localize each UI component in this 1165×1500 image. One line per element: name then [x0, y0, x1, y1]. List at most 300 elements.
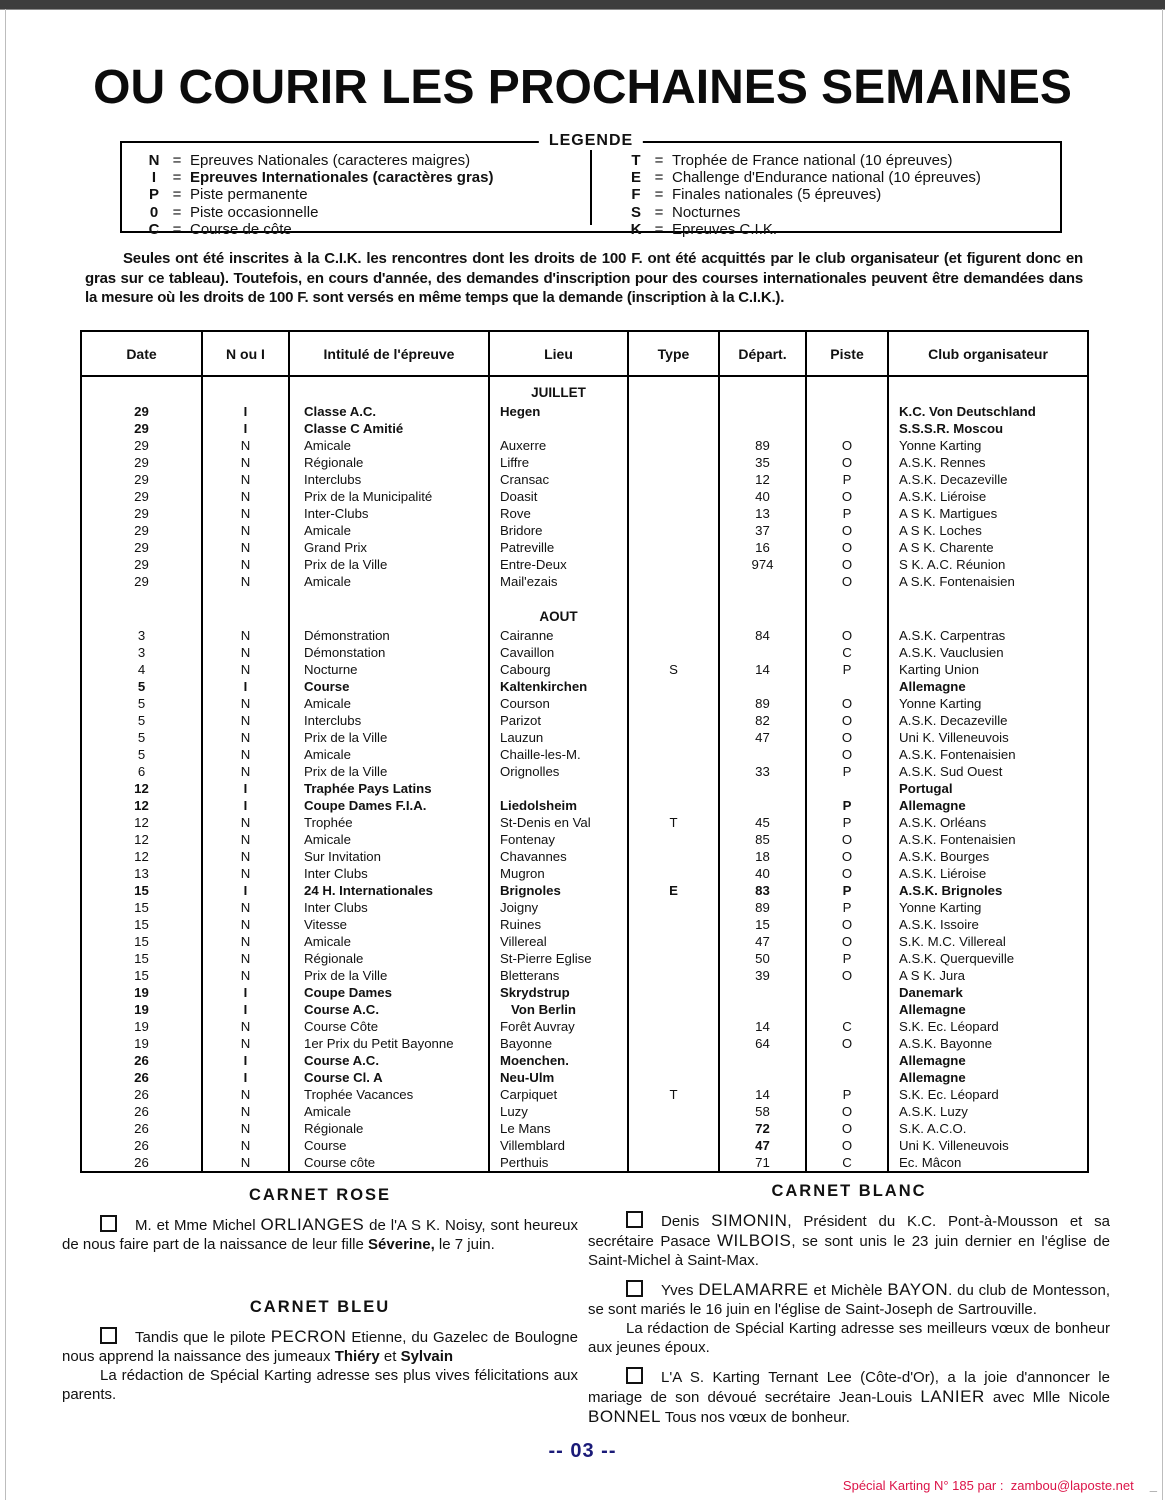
table-section-cell: [720, 377, 807, 403]
table-cell: T: [629, 814, 720, 831]
table-cell: S K. A.C. Réunion: [899, 557, 1006, 572]
carnet-text-segment: . du club de Montesson, se sont mariés le 16 juin en l'église de Saint-Joseph de Sartrouville.: [588, 1282, 1111, 1318]
carnet-text-segment: Tandis que le pilote: [135, 1329, 271, 1346]
table-cell: N: [203, 644, 290, 661]
table-cell: Trophée: [290, 814, 490, 831]
legend-equals: =: [654, 186, 664, 204]
table-header-cell: Départ.: [720, 332, 807, 377]
table-cell: 71: [720, 1154, 807, 1171]
table-cell: N: [203, 1120, 290, 1137]
table-cell: [720, 573, 807, 590]
table-cell: 19: [82, 1018, 203, 1035]
table-header-cell: Intitulé de l'épreuve: [290, 332, 490, 377]
table-cell: A S K. Charente: [899, 540, 994, 555]
table-cell: Prix de la Ville: [290, 556, 490, 573]
table-cell: A.S.K. Liéroise: [899, 489, 987, 504]
table-cell: 12: [82, 797, 203, 814]
table-cell: [720, 797, 807, 814]
table-cell: I: [203, 1001, 290, 1018]
table-cell: Bridore: [490, 522, 629, 539]
table-cell: Régionale: [290, 454, 490, 471]
table-cell: [629, 678, 720, 695]
legend-item: [626, 221, 1060, 238]
table-cell: 58: [720, 1103, 807, 1120]
carnet-paragraph: [62, 1215, 578, 1254]
table-cell: [720, 644, 807, 661]
legend-equals: =: [172, 152, 182, 169]
table-cell: 12: [82, 831, 203, 848]
table-cell: N: [203, 729, 290, 746]
table-cell: A S.K. Fontenaisien: [899, 574, 1015, 589]
table-cell: P: [807, 950, 889, 967]
table-cell: [629, 471, 720, 488]
carnet-paragraph: [62, 1366, 578, 1404]
table-cell: [629, 712, 720, 729]
table-cell: Course A.C.: [290, 1001, 490, 1018]
table-cell: Ruines: [490, 916, 629, 933]
table-cell: A.S.K. Sud Ouest: [899, 764, 1003, 779]
table-cell: [629, 1103, 720, 1120]
legend-box: [120, 132, 1062, 238]
table-cell: Kaltenkirchen: [490, 678, 629, 695]
legend-key: F: [631, 186, 641, 204]
table-cell: Uni K. Villeneuvois: [899, 1138, 1009, 1153]
table-section-cell: [82, 601, 203, 627]
table-cell: O: [807, 573, 889, 590]
table-cell: Ec. Mâcon: [899, 1155, 962, 1170]
table-cell: [629, 746, 720, 763]
table-cell: N: [203, 488, 290, 505]
table-cell: S.K. Ec. Léopard: [899, 1019, 999, 1034]
table-cell: O: [807, 916, 889, 933]
table-cell: Amicale: [290, 933, 490, 950]
table-section-cell: [629, 601, 720, 627]
table-cell: [629, 950, 720, 967]
table-cell: O: [807, 1120, 889, 1137]
table-cell: N: [203, 1086, 290, 1103]
table-cell: [629, 984, 720, 1001]
table-cell: [807, 678, 889, 695]
table-cell: Amicale: [290, 573, 490, 590]
scan-left-edge: [5, 9, 6, 1500]
table-cell: Démonstation: [290, 644, 490, 661]
page-number: -- 03 --: [548, 1440, 617, 1462]
table-cell: [807, 780, 889, 797]
table-cell: N: [203, 454, 290, 471]
table-cell: 974: [720, 556, 807, 573]
table-cell: [807, 1001, 889, 1018]
table-cell: 15: [82, 916, 203, 933]
table-cell: A.S.K. Bayonne: [899, 1036, 993, 1051]
table-cell: Course Côte: [290, 1018, 490, 1035]
table-cell: Mugron: [490, 865, 629, 882]
table-cell: Cabourg: [490, 661, 629, 678]
table-section-cell: [203, 601, 290, 627]
table-section-cell: [807, 377, 889, 403]
table-cell: P: [807, 1086, 889, 1103]
table-cell: O: [807, 1137, 889, 1154]
table-cell: E: [629, 882, 720, 899]
legend-text: Piste permanente: [190, 186, 308, 204]
legend-key: N: [148, 152, 160, 169]
table-section-cell: [629, 377, 720, 403]
table-cell: 3: [82, 627, 203, 644]
table-cell: Prix de la Ville: [290, 729, 490, 746]
table-cell: Parizot: [490, 712, 629, 729]
carnet-text-segment: avec Mlle Nicole: [984, 1389, 1110, 1406]
table-cell: Yonne Karting: [899, 900, 982, 915]
table-cell: Chaille-les-M.: [490, 746, 629, 763]
table-cell: 37: [720, 522, 807, 539]
table-cell: [629, 1001, 720, 1018]
table-cell: 26: [82, 1069, 203, 1086]
carnet-text-segment: Etienne, du Gazelec de Boulogne nous apprend la naissance des jumeaux: [62, 1329, 578, 1365]
table-cell: A.S.K. Luzy: [899, 1104, 968, 1119]
table-cell: [807, 403, 889, 420]
carnet-text-segment: Tous nos vœux de bonheur.: [660, 1409, 850, 1426]
table-cell: Régionale: [290, 1120, 490, 1137]
table-cell: Brignoles: [490, 882, 629, 899]
table-cell: S.K. M.C. Villereal: [899, 934, 1006, 949]
table-cell: 19: [82, 1001, 203, 1018]
table-cell: Courson: [490, 695, 629, 712]
intro-paragraph: Seules ont été inscrites à la C.I.K. les rencontres dont les droits de 100 F. ont été acquittés par le club organisateur (et figurent donc en gras sur ce tableau). Toutefois, en cours d'année, des demandes d'inscription pour des courses internationales peuvent être demandées dans la mesure où les droits de 100 F. sont versés en même temps que la demande (inscription à la C.I.K.).: [85, 250, 1083, 307]
table-cell: Cavaillon: [490, 644, 629, 661]
table-cell: 5: [82, 746, 203, 763]
carnet-text-segment: SIMONIN: [711, 1211, 788, 1230]
table-cell: O: [807, 831, 889, 848]
table-cell: [490, 420, 629, 437]
table-cell: Sur Invitation: [290, 848, 490, 865]
table-cell: Amicale: [290, 695, 490, 712]
legend-text: Course de côte: [190, 220, 292, 238]
table-cell: Allemagne: [899, 1053, 966, 1068]
carnet-text-segment: le 7 juin.: [434, 1236, 495, 1253]
table-cell: O: [807, 848, 889, 865]
table-cell: 29: [82, 573, 203, 590]
table-cell: 24 H. Internationales: [290, 882, 490, 899]
table-cell: Grand Prix: [290, 539, 490, 556]
table-cell: 89: [720, 695, 807, 712]
table-cell: P: [807, 882, 889, 899]
table-cell: A.S.K. Carpentras: [899, 628, 1006, 643]
table-cell: I: [203, 780, 290, 797]
table-section-cell: [203, 377, 290, 403]
table-cell: 5: [82, 678, 203, 695]
table-cell: Vitesse: [290, 916, 490, 933]
table-cell: Course A.C.: [290, 1052, 490, 1069]
table-cell: I: [203, 882, 290, 899]
table-cell: Prix de la Municipalité: [290, 488, 490, 505]
table-cell: 85: [720, 831, 807, 848]
table-cell: A.S.K. Bourges: [899, 849, 990, 864]
legend-text: Nocturnes: [672, 203, 741, 221]
legend-item: [626, 169, 1060, 186]
legend-equals: =: [172, 220, 182, 238]
table-cell: [720, 1001, 807, 1018]
table-cell: 16: [720, 539, 807, 556]
carnet-text-segment: Denis: [661, 1213, 712, 1230]
table-cell: 50: [720, 950, 807, 967]
table-cell: 5: [82, 695, 203, 712]
table-cell: [629, 899, 720, 916]
table-cell: [629, 1120, 720, 1137]
table-section-cell: [889, 377, 1087, 403]
checkbox-icon: [100, 1215, 117, 1232]
table-cell: 40: [720, 865, 807, 882]
table-cell: N: [203, 814, 290, 831]
table-cell: O: [807, 522, 889, 539]
table-cell: N: [203, 950, 290, 967]
carnet-paragraph: [588, 1319, 1110, 1357]
legend-key: T: [631, 152, 641, 169]
table-cell: S.S.S.R. Moscou: [899, 421, 1004, 436]
table-cell: A.S.K. Fontenaisien: [899, 832, 1016, 847]
table-cell: N: [203, 471, 290, 488]
table-cell: Cairanne: [490, 627, 629, 644]
table-cell: 29: [82, 437, 203, 454]
table-cell: 35: [720, 454, 807, 471]
table-cell: 29: [82, 505, 203, 522]
table-cell: 47: [720, 729, 807, 746]
page-title: OU COURIR LES PROCHAINES SEMAINES: [93, 61, 1072, 114]
table-cell: [629, 831, 720, 848]
table-cell: Liffre: [490, 454, 629, 471]
table-cell: Skrydstrup: [490, 984, 629, 1001]
table-cell: Interclubs: [290, 471, 490, 488]
table-cell: Inter-Clubs: [290, 505, 490, 522]
table-cell: N: [203, 933, 290, 950]
table-cell: [629, 437, 720, 454]
table-cell: [629, 522, 720, 539]
checkbox-icon: [626, 1367, 643, 1384]
table-cell: Chavannes: [490, 848, 629, 865]
table-cell: Auxerre: [490, 437, 629, 454]
table-spacer-cell: [889, 590, 1087, 601]
table-cell: [629, 780, 720, 797]
table-cell: [807, 1052, 889, 1069]
table-cell: [629, 933, 720, 950]
table-cell: O: [807, 1035, 889, 1052]
table-cell: 15: [82, 882, 203, 899]
table-cell: C: [807, 1018, 889, 1035]
month-section-label: AOUT: [490, 601, 629, 627]
table-cell: 15: [82, 950, 203, 967]
table-cell: 4: [82, 661, 203, 678]
table-cell: 29: [82, 556, 203, 573]
legend-item: [144, 152, 590, 169]
table-header-cell: Lieu: [490, 332, 629, 377]
table-cell: [629, 967, 720, 984]
table-cell: O: [807, 454, 889, 471]
table-cell: [720, 984, 807, 1001]
table-cell: 18: [720, 848, 807, 865]
table-cell: Course: [290, 1137, 490, 1154]
table-cell: I: [203, 797, 290, 814]
legend-text: Epreuves Internationales (caractères gras): [190, 169, 494, 187]
table-cell: 15: [82, 967, 203, 984]
table-header-cell: N ou I: [203, 332, 290, 377]
table-cell: 14: [720, 1086, 807, 1103]
legend-item: [144, 186, 590, 203]
carnet-text-segment: La rédaction de Spécial Karting adresse ses plus vives félicitations aux parents.: [62, 1367, 578, 1403]
table-cell: Prix de la Ville: [290, 763, 490, 780]
table-cell: P: [807, 899, 889, 916]
table-cell: A S K. Jura: [899, 968, 965, 983]
checkbox-icon: [100, 1327, 117, 1344]
table-cell: [629, 505, 720, 522]
legend-key: S: [630, 203, 641, 221]
table-section-cell: [889, 601, 1087, 627]
table-cell: S: [629, 661, 720, 678]
table-cell: N: [203, 627, 290, 644]
table-cell: 29: [82, 522, 203, 539]
table-cell: 15: [720, 916, 807, 933]
table-cell: [629, 627, 720, 644]
table-cell: Course Cl. A: [290, 1069, 490, 1086]
carnet-text-segment: , Président du K.C. Pont-à-Mousson et sa secrétaire Pasace: [588, 1213, 1110, 1250]
table-cell: N: [203, 712, 290, 729]
carnet-text-segment: M. et Mme Michel: [135, 1217, 261, 1234]
legend-text: Piste occasionnelle: [190, 203, 319, 221]
carnet-text-segment: La rédaction de Spécial Karting adresse ses meilleurs vœux de bonheur aux jeunes époux.: [588, 1320, 1110, 1356]
table-cell: Le Mans: [490, 1120, 629, 1137]
month-section-label: JUILLET: [490, 377, 629, 403]
scan-top-bar: [0, 0, 1165, 10]
table-cell: Bletterans: [490, 967, 629, 984]
carnet-col-left: [62, 1186, 578, 1404]
table-spacer-cell: [290, 590, 490, 601]
table-cell: [629, 695, 720, 712]
table-section-cell: [720, 601, 807, 627]
table-cell: 89: [720, 437, 807, 454]
table-cell: Hegen: [490, 403, 629, 420]
legend-col-left: [122, 143, 590, 238]
table-cell: [720, 403, 807, 420]
table-cell: Amicale: [290, 831, 490, 848]
table-cell: 64: [720, 1035, 807, 1052]
table-cell: P: [807, 797, 889, 814]
table-cell: [629, 488, 720, 505]
table-cell: N: [203, 865, 290, 882]
legend-key: C: [148, 220, 160, 238]
table-cell: Inter Clubs: [290, 899, 490, 916]
table-cell: O: [807, 746, 889, 763]
legend-equals: =: [654, 203, 664, 221]
legend-item: [144, 204, 590, 221]
table-header-cell: Piste: [807, 332, 889, 377]
table-cell: O: [807, 556, 889, 573]
table-header-cell: Type: [629, 332, 720, 377]
legend-equals: =: [654, 152, 664, 169]
table-cell: I: [203, 678, 290, 695]
legend-equals: =: [654, 220, 664, 238]
table-cell: Classe C Amitié: [290, 420, 490, 437]
carnet-paragraph: [588, 1211, 1110, 1270]
carnet-text-segment: Séverine,: [368, 1236, 435, 1253]
table-spacer-cell: [203, 590, 290, 601]
carnet-text-segment: ORLIANGES: [260, 1215, 365, 1234]
legend-text: Challenge d'Endurance national (10 épreuves): [672, 169, 981, 187]
table-cell: N: [203, 1018, 290, 1035]
table-cell: Luzy: [490, 1103, 629, 1120]
table-cell: 84: [720, 627, 807, 644]
table-cell: N: [203, 967, 290, 984]
table-cell: 83: [720, 882, 807, 899]
table-cell: Trophée Vacances: [290, 1086, 490, 1103]
table-cell: N: [203, 1035, 290, 1052]
table-cell: Rove: [490, 505, 629, 522]
table-cell: O: [807, 695, 889, 712]
table-cell: O: [807, 967, 889, 984]
legend-key: P: [148, 186, 159, 204]
table-cell: [629, 1052, 720, 1069]
table-cell: [629, 1154, 720, 1171]
table-cell: A.S.K. Rennes: [899, 455, 986, 470]
table-cell: O: [807, 437, 889, 454]
table-cell: Yonne Karting: [899, 696, 982, 711]
table-cell: C: [807, 1154, 889, 1171]
table-cell: O: [807, 933, 889, 950]
table-cell: Amicale: [290, 522, 490, 539]
table-cell: Uni K. Villeneuvois: [899, 730, 1009, 745]
table-cell: 26: [82, 1086, 203, 1103]
table-cell: I: [203, 984, 290, 1001]
table-cell: 29: [82, 420, 203, 437]
table-cell: 26: [82, 1052, 203, 1069]
table-spacer-cell: [720, 590, 807, 601]
table-cell: Villemblard: [490, 1137, 629, 1154]
table-cell: P: [807, 814, 889, 831]
table-cell: Entre-Deux: [490, 556, 629, 573]
table-cell: [629, 1035, 720, 1052]
table-cell: 1er Prix du Petit Bayonne: [290, 1035, 490, 1052]
table-cell: 26: [82, 1103, 203, 1120]
table-cell: T: [629, 1086, 720, 1103]
carnet-text-segment: DELAMARRE: [698, 1280, 809, 1299]
legend-key: 0: [149, 203, 159, 221]
table-cell: P: [807, 661, 889, 678]
table-cell: I: [203, 420, 290, 437]
table-spacer-cell: [82, 590, 203, 601]
table-cell: [807, 984, 889, 1001]
carnet-text-segment: BAYON: [887, 1280, 949, 1299]
table-cell: 47: [720, 1137, 807, 1154]
table-cell: Coupe Dames F.I.A.: [290, 797, 490, 814]
legend-item: [144, 221, 590, 238]
table-cell: Yonne Karting: [899, 438, 982, 453]
table-spacer-cell: [807, 590, 889, 601]
table-cell: N: [203, 1154, 290, 1171]
table-cell: 29: [82, 539, 203, 556]
table-cell: Orignolles: [490, 763, 629, 780]
table-section-cell: [82, 377, 203, 403]
table-cell: Amicale: [290, 746, 490, 763]
table-cell: C: [807, 644, 889, 661]
table-cell: N: [203, 556, 290, 573]
table-cell: [629, 1018, 720, 1035]
table-cell: N: [203, 505, 290, 522]
table-cell: A S K. Loches: [899, 523, 982, 538]
table-cell: 40: [720, 488, 807, 505]
table-cell: 72: [720, 1120, 807, 1137]
table-cell: A.S.K. Querqueville: [899, 951, 1015, 966]
table-cell: Danemark: [899, 985, 963, 1000]
carnet-text-segment: PECRON: [270, 1327, 347, 1346]
table-cell: A S K. Martigues: [899, 506, 998, 521]
table-cell: 12: [82, 848, 203, 865]
table-cell: O: [807, 539, 889, 556]
